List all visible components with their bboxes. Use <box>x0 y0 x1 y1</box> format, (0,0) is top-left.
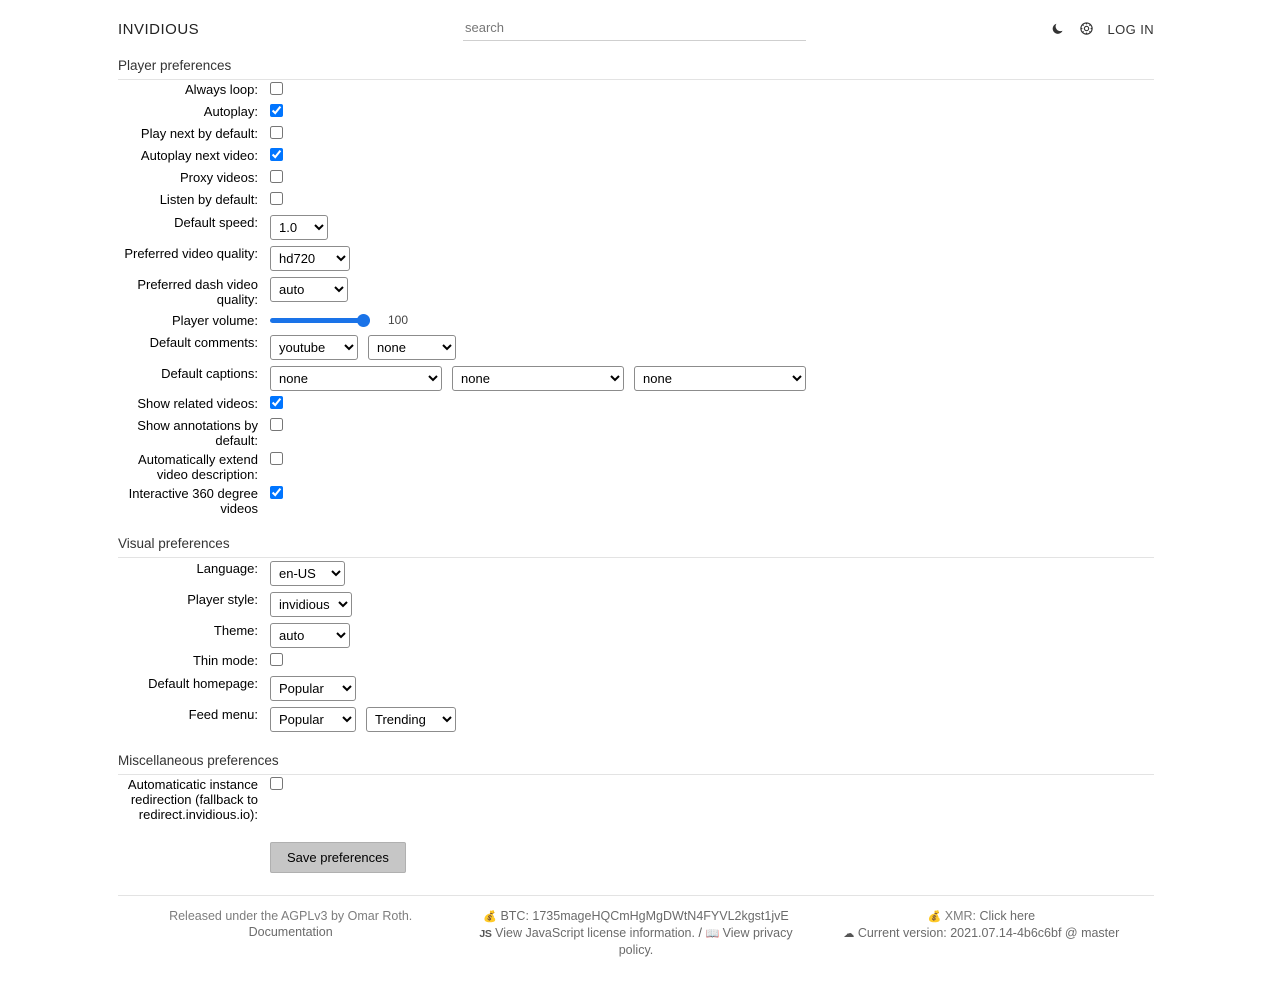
row-default-captions <box>118 363 1154 394</box>
slider-player-volume[interactable] <box>270 318 370 323</box>
footer-license-text: Released under the AGPLv3 by Omar Roth. <box>169 909 413 923</box>
row-show-annotations <box>118 416 1154 450</box>
select-preferred-quality[interactable] <box>270 246 350 271</box>
select-default-speed[interactable] <box>270 215 328 240</box>
footer-right <box>809 908 1154 958</box>
row-default-comments <box>118 332 1154 363</box>
section-player-preferences: Player preferences <box>118 54 1154 80</box>
book-icon: 📖 <box>705 928 720 940</box>
save-row <box>118 842 1154 873</box>
visual-preferences-form <box>118 558 1154 735</box>
row-feed-menu <box>118 704 1154 735</box>
label-language: Language: <box>196 561 258 576</box>
checkbox-thin-mode[interactable] <box>270 653 283 666</box>
footer-privacy-link[interactable]: View privacy policy. <box>618 926 793 957</box>
footer-xmr-link[interactable]: Click here <box>979 909 1036 923</box>
select-default-comments-secondary[interactable] <box>368 335 456 360</box>
select-default-homepage[interactable] <box>270 676 356 701</box>
checkbox-extend-description[interactable] <box>270 452 283 465</box>
select-default-captions-1[interactable] <box>270 366 442 391</box>
row-play-next <box>118 124 1154 146</box>
footer-left <box>118 908 463 958</box>
row-always-loop <box>118 80 1154 102</box>
row-proxy-videos <box>118 168 1154 190</box>
footer-center <box>463 908 808 958</box>
js-badge-icon: JS <box>479 928 492 940</box>
label-listen-default: Listen by default: <box>159 192 258 207</box>
github-icon: ☁ <box>843 928 855 940</box>
label-default-speed: Default speed: <box>174 215 258 230</box>
label-player-style: Player style: <box>187 592 258 607</box>
label-extend-description: Automatically extend video description: <box>138 452 258 482</box>
row-listen-default <box>118 190 1154 212</box>
navbar <box>0 0 1272 54</box>
row-autoplay-next <box>118 146 1154 168</box>
save-preferences-button[interactable]: Save preferences <box>270 842 406 873</box>
row-interactive-360 <box>118 484 1154 518</box>
label-play-next: Play next by default: <box>140 126 258 141</box>
checkbox-show-related[interactable] <box>270 396 283 409</box>
checkbox-autoplay[interactable] <box>270 104 283 117</box>
checkbox-proxy-videos[interactable] <box>270 170 283 183</box>
label-player-volume: Player volume: <box>172 313 258 328</box>
footer-separator: / <box>698 926 702 940</box>
label-thin-mode: Thin mode: <box>192 653 258 668</box>
label-auto-instance-redirect: Automaticatic instance redirection (fallback to redirect.invidious.io): <box>127 777 258 822</box>
money-icon: 💰 <box>483 911 497 923</box>
row-theme <box>118 620 1154 651</box>
checkbox-listen-default[interactable] <box>270 192 283 205</box>
footer-btc-link[interactable]: BTC: 1735mageHQCmHgMgDWtN4FYVL2kgst1jvE <box>500 909 789 923</box>
select-preferred-dash-quality[interactable] <box>270 277 348 302</box>
row-language <box>118 558 1154 589</box>
label-show-related: Show related videos: <box>137 396 258 411</box>
row-preferred-quality <box>118 243 1154 274</box>
label-show-annotations: Show annotations by default: <box>137 418 258 448</box>
search-input[interactable] <box>463 17 806 41</box>
footer-js-license-link[interactable]: View JavaScript license information. <box>495 926 695 940</box>
checkbox-play-next[interactable] <box>270 126 283 139</box>
checkbox-always-loop[interactable] <box>270 82 283 95</box>
section-misc-preferences: Miscellaneous preferences <box>118 749 1154 775</box>
footer <box>118 895 1154 958</box>
checkbox-auto-instance-redirect[interactable] <box>270 777 283 790</box>
row-default-homepage <box>118 673 1154 704</box>
label-default-homepage: Default homepage: <box>148 676 258 691</box>
label-always-loop: Always loop: <box>185 82 258 97</box>
footer-version-link[interactable]: Current version: 2021.07.14-4b6c6bf @ master <box>857 926 1120 940</box>
row-autoplay <box>118 102 1154 124</box>
footer-xmr-label: XMR: <box>944 909 976 923</box>
label-preferred-quality: Preferred video quality: <box>124 246 258 261</box>
select-feed-menu-1[interactable] <box>270 707 356 732</box>
row-extend-description <box>118 450 1154 484</box>
navbar-actions <box>1051 21 1154 38</box>
label-autoplay: Autoplay: <box>203 104 258 119</box>
select-feed-menu-2[interactable] <box>366 707 456 732</box>
label-theme: Theme: <box>213 623 258 638</box>
row-thin-mode <box>118 651 1154 673</box>
money-icon-xmr: 💰 <box>927 911 942 923</box>
moon-icon[interactable] <box>1051 21 1065 37</box>
label-autoplay-next: Autoplay next video: <box>140 148 258 163</box>
label-default-captions: Default captions: <box>161 366 258 381</box>
search-container <box>463 17 808 41</box>
row-show-related <box>118 394 1154 416</box>
select-player-style[interactable] <box>270 592 352 617</box>
select-default-captions-3[interactable] <box>634 366 806 391</box>
gear-icon[interactable] <box>1079 21 1094 38</box>
row-preferred-dash-quality <box>118 274 1154 310</box>
row-player-style <box>118 589 1154 620</box>
login-link[interactable]: LOG IN <box>1107 21 1154 37</box>
row-player-volume <box>118 310 1154 332</box>
player-volume-value: 100 <box>388 313 409 327</box>
checkbox-show-annotations[interactable] <box>270 418 283 431</box>
select-language[interactable] <box>270 561 345 586</box>
checkbox-interactive-360[interactable] <box>270 486 283 499</box>
section-visual-preferences: Visual preferences <box>118 532 1154 558</box>
select-default-captions-2[interactable] <box>452 366 624 391</box>
label-preferred-dash-quality: Preferred dash video quality: <box>137 277 258 307</box>
checkbox-autoplay-next[interactable] <box>270 148 283 161</box>
brand-logo[interactable]: INVIDIOUS <box>118 20 200 38</box>
footer-documentation-link[interactable]: Documentation <box>248 925 333 939</box>
misc-preferences-form <box>118 775 1154 873</box>
select-theme[interactable] <box>270 623 350 648</box>
player-preferences-form <box>118 80 1154 518</box>
row-default-speed <box>118 212 1154 243</box>
label-proxy-videos: Proxy videos: <box>179 170 258 185</box>
label-default-comments: Default comments: <box>149 335 258 350</box>
label-feed-menu: Feed menu: <box>188 707 258 722</box>
select-default-comments-primary[interactable] <box>270 335 358 360</box>
row-auto-instance-redirect <box>118 775 1154 824</box>
label-interactive-360: Interactive 360 degree videos <box>128 486 258 516</box>
